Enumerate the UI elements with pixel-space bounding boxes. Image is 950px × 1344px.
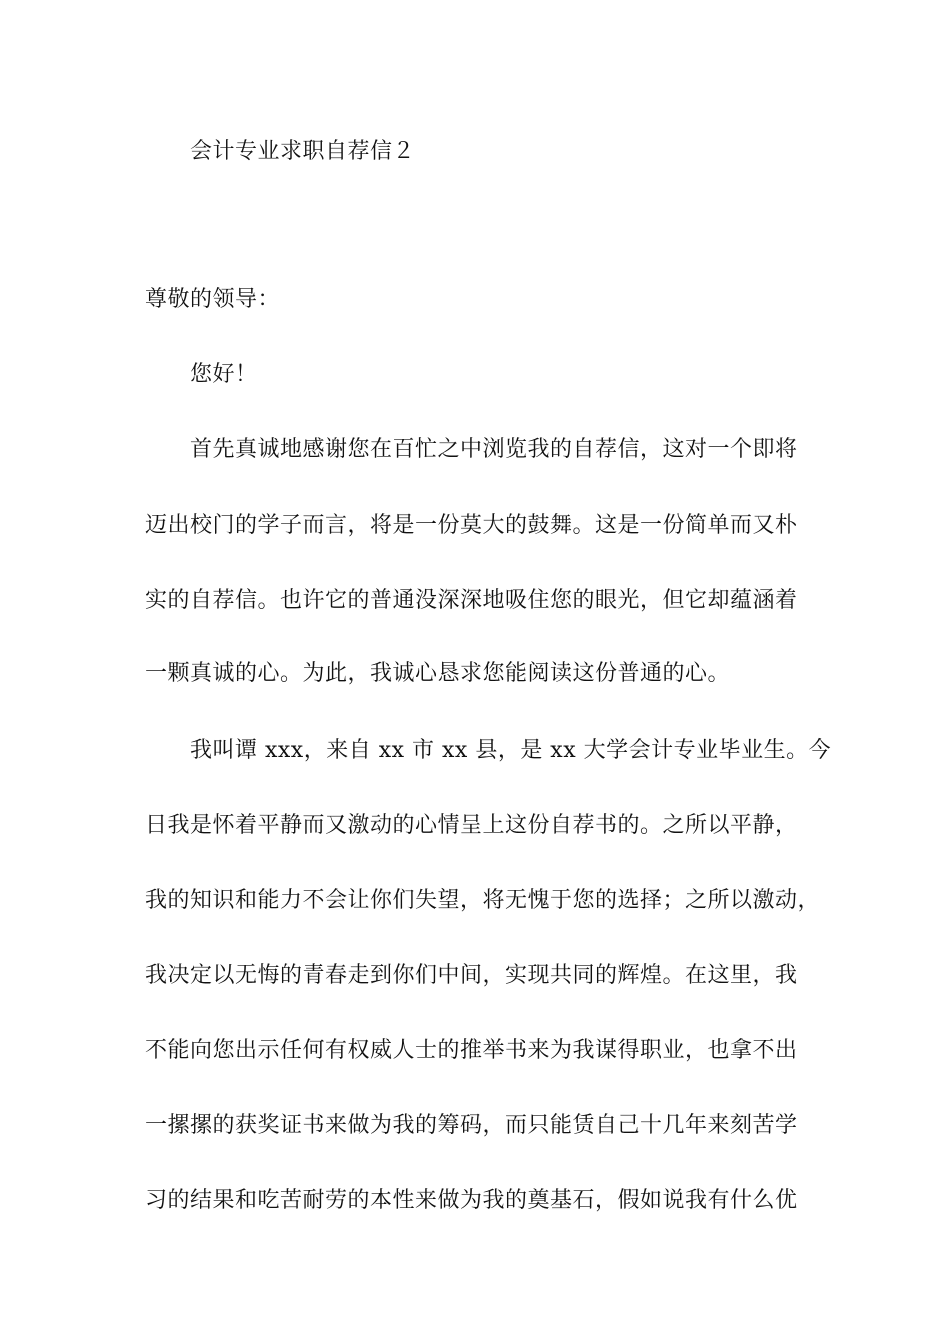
paragraph2-line: 一摞摞的获奖证书来做为我的筹码，而只能赁自己十几年来刻苦学: [145, 1113, 798, 1138]
paragraph2-line: 我决定以无悔的青春走到你们中间，实现共同的辉煌。在这里，我: [145, 963, 798, 988]
paragraph2-line: 我的知识和能力不会让你们失望，将无愧于您的选择；之所以激动，: [145, 888, 821, 913]
paragraph1-line: 迈出校门的学子而言，将是一份莫大的鼓舞。这是一份简单而又朴: [145, 513, 798, 538]
paragraph1-line: 一颗真诚的心。为此，我诚心恳求您能阅读这份普通的心。: [145, 661, 731, 686]
paragraph2-line: 我叫谭 xxx，来自 xx 市 xx 县，是 xx 大学会计专业毕业生。今: [190, 738, 832, 763]
salutation: 尊敬的领导：: [145, 287, 281, 312]
paragraph1-line: 实的自荐信。也许它的普通没深深地吸住您的眼光，但它却蕴涵着: [145, 588, 798, 613]
greeting: 您好！: [190, 362, 258, 387]
paragraph2-line: 日我是怀着平静而又激动的心情呈上这份自荐书的。之所以平静，: [145, 813, 798, 838]
paragraph2-line: 习的结果和吃苦耐劳的本性来做为我的奠基石，假如说我有什么优: [145, 1188, 798, 1213]
paragraph1-line: 首先真诚地感谢您在百忙之中浏览我的自荐信，这对一个即将: [190, 437, 798, 462]
paragraph2-line: 不能向您出示任何有权威人士的推举书来为我谋得职业，也拿不出: [145, 1038, 798, 1063]
document-title: 会计专业求职自荐信２: [190, 139, 416, 164]
